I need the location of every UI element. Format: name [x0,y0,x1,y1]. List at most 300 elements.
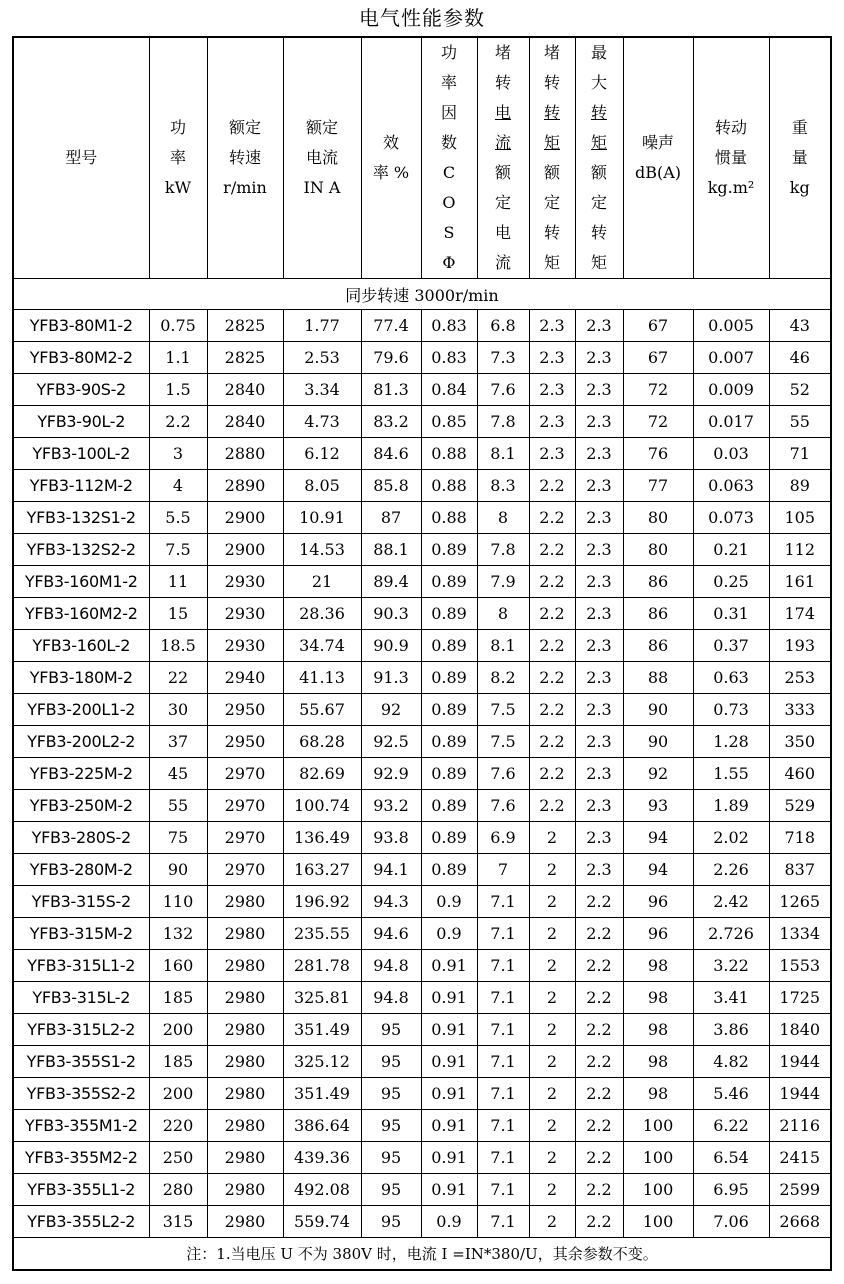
header-max-torque: 最大转矩额定转矩 [575,37,623,279]
cell-inertia: 0.21 [693,534,769,566]
cell-efficiency: 92.5 [361,726,421,758]
cell-rated-speed: 2840 [207,374,283,406]
cell-weight: 1725 [769,982,831,1014]
cell-max-torque: 2.2 [575,950,623,982]
cell-inertia: 5.46 [693,1078,769,1110]
cell-weight: 161 [769,566,831,598]
cell-rated-speed: 2950 [207,726,283,758]
cell-rated-speed: 2980 [207,886,283,918]
cell-rated-current: 2.53 [283,342,361,374]
cell-model: YFB3-315L2-2 [13,1014,149,1046]
header-row [13,37,831,279]
cell-model: YFB3-280S-2 [13,822,149,854]
cell-efficiency: 77.4 [361,310,421,342]
cell-weight: 460 [769,758,831,790]
cell-weight: 837 [769,854,831,886]
cell-rated-speed: 2825 [207,310,283,342]
cell-rated-speed: 2980 [207,950,283,982]
cell-power: 18.5 [149,630,207,662]
cell-model: YFB3-100L-2 [13,438,149,470]
table-row [13,982,831,1014]
cell-locked-rotor-current: 7.8 [477,534,529,566]
cell-power: 185 [149,982,207,1014]
cell-max-torque: 2.2 [575,1110,623,1142]
electrical-parameters-table [12,36,832,1271]
cell-weight: 89 [769,470,831,502]
cell-rated-speed: 2970 [207,758,283,790]
cell-locked-rotor-torque: 2 [529,950,575,982]
cell-rated-speed: 2980 [207,918,283,950]
cell-power-factor: 0.85 [421,406,477,438]
table-row [13,726,831,758]
cell-power: 4 [149,470,207,502]
cell-power-factor: 0.83 [421,342,477,374]
cell-noise: 86 [623,630,693,662]
cell-rated-speed: 2980 [207,1014,283,1046]
cell-weight: 1265 [769,886,831,918]
cell-max-torque: 2.3 [575,406,623,438]
cell-weight: 1944 [769,1046,831,1078]
cell-noise: 98 [623,982,693,1014]
cell-power-factor: 0.91 [421,1014,477,1046]
cell-model: YFB3-80M1-2 [13,310,149,342]
cell-max-torque: 2.3 [575,438,623,470]
table-row [13,1014,831,1046]
cell-noise: 100 [623,1142,693,1174]
cell-power-factor: 0.89 [421,726,477,758]
cell-weight: 71 [769,438,831,470]
header-power-factor: 功率因数COSΦ [421,37,477,279]
cell-inertia: 6.22 [693,1110,769,1142]
cell-rated-speed: 2825 [207,342,283,374]
cell-locked-rotor-current: 7 [477,854,529,886]
cell-efficiency: 85.8 [361,470,421,502]
cell-power-factor: 0.89 [421,598,477,630]
cell-weight: 350 [769,726,831,758]
footnote: 注：1.当电压 U 不为 380V 时，电流 I =IN*380/U，其余参数不变。 [13,1238,831,1271]
cell-weight: 46 [769,342,831,374]
cell-inertia: 1.55 [693,758,769,790]
cell-power: 315 [149,1206,207,1238]
cell-inertia: 6.54 [693,1142,769,1174]
cell-rated-current: 82.69 [283,758,361,790]
cell-noise: 72 [623,374,693,406]
cell-locked-rotor-current: 7.1 [477,1046,529,1078]
cell-max-torque: 2.2 [575,886,623,918]
cell-locked-rotor-current: 7.1 [477,982,529,1014]
cell-rated-speed: 2980 [207,1174,283,1206]
cell-locked-rotor-torque: 2 [529,1078,575,1110]
cell-power: 30 [149,694,207,726]
cell-locked-rotor-torque: 2.3 [529,310,575,342]
cell-model: YFB3-200L1-2 [13,694,149,726]
cell-power-factor: 0.91 [421,1142,477,1174]
cell-power: 11 [149,566,207,598]
cell-rated-speed: 2930 [207,630,283,662]
table-row [13,822,831,854]
cell-max-torque: 2.3 [575,790,623,822]
cell-rated-speed: 2890 [207,470,283,502]
cell-max-torque: 2.3 [575,342,623,374]
cell-power: 2.2 [149,406,207,438]
cell-locked-rotor-current: 7.6 [477,758,529,790]
cell-locked-rotor-current: 7.1 [477,1014,529,1046]
cell-weight: 52 [769,374,831,406]
cell-max-torque: 2.2 [575,918,623,950]
cell-rated-speed: 2980 [207,1110,283,1142]
cell-power: 280 [149,1174,207,1206]
cell-weight: 2668 [769,1206,831,1238]
table-row [13,342,831,374]
cell-rated-speed: 2930 [207,566,283,598]
cell-locked-rotor-torque: 2.3 [529,342,575,374]
cell-efficiency: 95 [361,1142,421,1174]
cell-power: 200 [149,1014,207,1046]
cell-efficiency: 81.3 [361,374,421,406]
cell-locked-rotor-torque: 2 [529,1110,575,1142]
cell-rated-speed: 2900 [207,502,283,534]
cell-locked-rotor-torque: 2 [529,1014,575,1046]
cell-rated-speed: 2980 [207,1078,283,1110]
cell-weight: 253 [769,662,831,694]
cell-model: YFB3-315S-2 [13,886,149,918]
cell-noise: 94 [623,854,693,886]
cell-locked-rotor-current: 7.8 [477,406,529,438]
cell-efficiency: 95 [361,1078,421,1110]
cell-model: YFB3-315L-2 [13,982,149,1014]
cell-power: 160 [149,950,207,982]
cell-noise: 98 [623,1014,693,1046]
cell-locked-rotor-torque: 2.3 [529,406,575,438]
cell-efficiency: 90.9 [361,630,421,662]
cell-efficiency: 95 [361,1110,421,1142]
cell-rated-current: 55.67 [283,694,361,726]
table-row [13,854,831,886]
cell-rated-current: 6.12 [283,438,361,470]
cell-power: 7.5 [149,534,207,566]
cell-noise: 100 [623,1110,693,1142]
cell-locked-rotor-current: 8 [477,502,529,534]
cell-rated-current: 14.53 [283,534,361,566]
cell-power: 185 [149,1046,207,1078]
cell-locked-rotor-torque: 2.2 [529,662,575,694]
cell-max-torque: 2.2 [575,1078,623,1110]
cell-inertia: 6.95 [693,1174,769,1206]
cell-max-torque: 2.3 [575,502,623,534]
header-rated-current: 额定 电流 IN A [283,37,361,279]
cell-rated-current: 8.05 [283,470,361,502]
cell-locked-rotor-current: 7.9 [477,566,529,598]
cell-locked-rotor-torque: 2.2 [529,694,575,726]
cell-model: YFB3-355L1-2 [13,1174,149,1206]
cell-weight: 43 [769,310,831,342]
cell-power-factor: 0.91 [421,982,477,1014]
table-row [13,1142,831,1174]
table-row [13,918,831,950]
cell-max-torque: 2.2 [575,1014,623,1046]
cell-model: YFB3-280M-2 [13,854,149,886]
cell-efficiency: 83.2 [361,406,421,438]
cell-power-factor: 0.9 [421,1206,477,1238]
cell-max-torque: 2.2 [575,982,623,1014]
cell-power: 55 [149,790,207,822]
page-title: 电气性能参数 [359,6,485,30]
cell-locked-rotor-torque: 2.3 [529,438,575,470]
cell-power: 200 [149,1078,207,1110]
table-row [13,406,831,438]
cell-power-factor: 0.91 [421,1078,477,1110]
cell-power: 3 [149,438,207,470]
cell-max-torque: 2.2 [575,1142,623,1174]
cell-rated-current: 325.12 [283,1046,361,1078]
cell-locked-rotor-torque: 2.2 [529,726,575,758]
table-row [13,502,831,534]
cell-power-factor: 0.91 [421,1046,477,1078]
table-row [13,630,831,662]
cell-rated-speed: 2930 [207,598,283,630]
table-row [13,534,831,566]
cell-efficiency: 87 [361,502,421,534]
cell-rated-current: 100.74 [283,790,361,822]
cell-locked-rotor-current: 7.5 [477,694,529,726]
cell-noise: 92 [623,758,693,790]
cell-noise: 100 [623,1206,693,1238]
cell-rated-current: 41.13 [283,662,361,694]
cell-noise: 88 [623,662,693,694]
cell-power: 5.5 [149,502,207,534]
cell-rated-speed: 2950 [207,694,283,726]
cell-rated-current: 559.74 [283,1206,361,1238]
cell-power: 250 [149,1142,207,1174]
cell-inertia: 4.82 [693,1046,769,1078]
cell-inertia: 3.41 [693,982,769,1014]
cell-rated-current: 386.64 [283,1110,361,1142]
cell-weight: 1840 [769,1014,831,1046]
cell-inertia: 2.726 [693,918,769,950]
cell-power-factor: 0.89 [421,694,477,726]
cell-power-factor: 0.83 [421,310,477,342]
cell-rated-current: 351.49 [283,1078,361,1110]
cell-locked-rotor-current: 7.1 [477,918,529,950]
cell-inertia: 1.89 [693,790,769,822]
cell-weight: 2116 [769,1110,831,1142]
cell-max-torque: 2.3 [575,598,623,630]
table-row [13,1174,831,1206]
cell-max-torque: 2.3 [575,310,623,342]
table-row [13,1110,831,1142]
cell-inertia: 2.26 [693,854,769,886]
cell-max-torque: 2.2 [575,1046,623,1078]
cell-rated-speed: 2970 [207,790,283,822]
cell-rated-current: 1.77 [283,310,361,342]
cell-rated-current: 28.36 [283,598,361,630]
cell-power-factor: 0.88 [421,502,477,534]
cell-rated-speed: 2980 [207,982,283,1014]
table-row [13,758,831,790]
cell-locked-rotor-current: 7.1 [477,950,529,982]
table-row [13,790,831,822]
cell-power-factor: 0.89 [421,662,477,694]
cell-model: YFB3-355L2-2 [13,1206,149,1238]
cell-weight: 2415 [769,1142,831,1174]
cell-inertia: 1.28 [693,726,769,758]
cell-locked-rotor-current: 7.1 [477,1110,529,1142]
cell-noise: 67 [623,310,693,342]
cell-locked-rotor-torque: 2.2 [529,566,575,598]
cell-noise: 76 [623,438,693,470]
cell-inertia: 0.009 [693,374,769,406]
cell-rated-speed: 2840 [207,406,283,438]
cell-locked-rotor-torque: 2.2 [529,502,575,534]
cell-efficiency: 95 [361,1174,421,1206]
cell-efficiency: 88.1 [361,534,421,566]
table-row [13,950,831,982]
cell-weight: 529 [769,790,831,822]
cell-noise: 98 [623,1046,693,1078]
cell-efficiency: 84.6 [361,438,421,470]
cell-weight: 718 [769,822,831,854]
header-inertia: 转动 惯量 kg.m² [693,37,769,279]
cell-efficiency: 92 [361,694,421,726]
cell-power: 15 [149,598,207,630]
cell-power-factor: 0.89 [421,822,477,854]
cell-efficiency: 93.2 [361,790,421,822]
cell-noise: 94 [623,822,693,854]
cell-locked-rotor-current: 7.1 [477,1142,529,1174]
cell-efficiency: 94.1 [361,854,421,886]
cell-power: 1.1 [149,342,207,374]
cell-model: YFB3-112M-2 [13,470,149,502]
cell-model: YFB3-160M1-2 [13,566,149,598]
cell-max-torque: 2.3 [575,470,623,502]
cell-model: YFB3-355S2-2 [13,1078,149,1110]
cell-power: 22 [149,662,207,694]
cell-rated-current: 4.73 [283,406,361,438]
cell-rated-current: 351.49 [283,1014,361,1046]
cell-efficiency: 90.3 [361,598,421,630]
cell-locked-rotor-torque: 2 [529,982,575,1014]
cell-rated-speed: 2980 [207,1142,283,1174]
cell-model: YFB3-90S-2 [13,374,149,406]
cell-max-torque: 2.3 [575,758,623,790]
note-row [13,1238,831,1271]
cell-inertia: 0.007 [693,342,769,374]
cell-model: YFB3-180M-2 [13,662,149,694]
cell-locked-rotor-current: 8.1 [477,438,529,470]
cell-power: 0.75 [149,310,207,342]
cell-max-torque: 2.3 [575,630,623,662]
cell-noise: 90 [623,726,693,758]
cell-efficiency: 79.6 [361,342,421,374]
cell-locked-rotor-current: 7.1 [477,1206,529,1238]
cell-locked-rotor-torque: 2.2 [529,790,575,822]
cell-rated-current: 196.92 [283,886,361,918]
header-locked-rotor-torque: 堵转转矩额定转矩 [529,37,575,279]
cell-power: 37 [149,726,207,758]
cell-locked-rotor-torque: 2 [529,1174,575,1206]
cell-inertia: 0.25 [693,566,769,598]
cell-locked-rotor-current: 6.8 [477,310,529,342]
cell-model: YFB3-225M-2 [13,758,149,790]
cell-locked-rotor-current: 8 [477,598,529,630]
cell-model: YFB3-90L-2 [13,406,149,438]
cell-power: 45 [149,758,207,790]
cell-power-factor: 0.88 [421,438,477,470]
cell-rated-speed: 2880 [207,438,283,470]
cell-noise: 80 [623,502,693,534]
cell-locked-rotor-torque: 2 [529,1142,575,1174]
cell-power: 1.5 [149,374,207,406]
cell-noise: 80 [623,534,693,566]
cell-power-factor: 0.91 [421,950,477,982]
cell-noise: 98 [623,950,693,982]
cell-locked-rotor-current: 7.1 [477,1078,529,1110]
cell-rated-current: 10.91 [283,502,361,534]
table-row [13,310,831,342]
cell-efficiency: 95 [361,1206,421,1238]
cell-power-factor: 0.89 [421,790,477,822]
cell-weight: 333 [769,694,831,726]
cell-weight: 1944 [769,1078,831,1110]
cell-weight: 112 [769,534,831,566]
cell-locked-rotor-torque: 2 [529,822,575,854]
cell-max-torque: 2.3 [575,534,623,566]
cell-model: YFB3-132S1-2 [13,502,149,534]
cell-rated-current: 492.08 [283,1174,361,1206]
cell-rated-speed: 2970 [207,854,283,886]
cell-efficiency: 92.9 [361,758,421,790]
cell-noise: 77 [623,470,693,502]
cell-noise: 96 [623,886,693,918]
cell-inertia: 7.06 [693,1206,769,1238]
cell-inertia: 0.073 [693,502,769,534]
cell-power-factor: 0.89 [421,758,477,790]
cell-efficiency: 94.3 [361,886,421,918]
cell-locked-rotor-torque: 2 [529,918,575,950]
cell-rated-current: 163.27 [283,854,361,886]
cell-inertia: 0.37 [693,630,769,662]
cell-locked-rotor-current: 8.2 [477,662,529,694]
cell-locked-rotor-current: 7.3 [477,342,529,374]
cell-noise: 90 [623,694,693,726]
table-row [13,598,831,630]
group-label: 同步转速 3000r/min [13,279,831,310]
header-efficiency: 效 率 % [361,37,421,279]
cell-max-torque: 2.2 [575,1174,623,1206]
header-rated-speed: 额定 转速 r/min [207,37,283,279]
cell-locked-rotor-torque: 2 [529,854,575,886]
cell-inertia: 0.63 [693,662,769,694]
table-row [13,1078,831,1110]
cell-model: YFB3-200L2-2 [13,726,149,758]
cell-efficiency: 95 [361,1046,421,1078]
cell-rated-speed: 2900 [207,534,283,566]
table-row [13,566,831,598]
cell-model: YFB3-80M2-2 [13,342,149,374]
cell-power-factor: 0.91 [421,1174,477,1206]
cell-rated-current: 325.81 [283,982,361,1014]
cell-model: YFB3-315L1-2 [13,950,149,982]
cell-rated-speed: 2980 [207,1046,283,1078]
cell-locked-rotor-torque: 2.2 [529,534,575,566]
cell-model: YFB3-250M-2 [13,790,149,822]
cell-model: YFB3-355M2-2 [13,1142,149,1174]
cell-weight: 1334 [769,918,831,950]
table-row [13,1206,831,1238]
cell-efficiency: 95 [361,1014,421,1046]
cell-locked-rotor-torque: 2 [529,886,575,918]
cell-max-torque: 2.2 [575,1206,623,1238]
